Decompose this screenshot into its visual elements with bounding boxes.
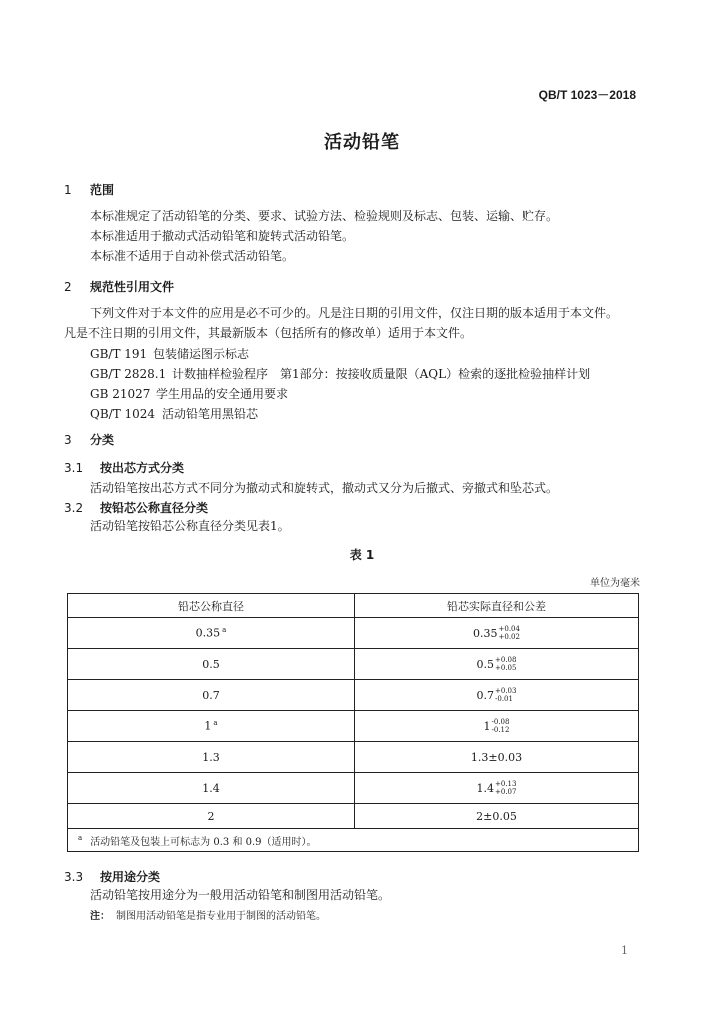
section-3-2-heading bbox=[64, 499, 208, 516]
tolerance-upper: +0.08 bbox=[495, 656, 517, 664]
section-number: 3.3 bbox=[64, 870, 84, 884]
standard-number: QB/T 1023－2018 bbox=[538, 88, 636, 102]
reference-code: GB/T 191 bbox=[90, 347, 148, 361]
section-number: 3 bbox=[64, 433, 72, 447]
page-number: 1 bbox=[621, 944, 628, 957]
note-label: 注： bbox=[90, 911, 110, 922]
table-row bbox=[68, 618, 639, 649]
section-3-2-text: 活动铅笔按铅芯公称直径分类见表1。 bbox=[90, 519, 290, 533]
footnote-marker: a bbox=[222, 626, 227, 635]
reference-code: QB/T 1024 bbox=[90, 407, 156, 421]
section-3-1-heading bbox=[64, 459, 184, 476]
table-footnote bbox=[68, 829, 639, 852]
actual-cell bbox=[355, 742, 639, 773]
tolerance-upper: -0.08 bbox=[491, 718, 510, 726]
section-title: 分类 bbox=[90, 433, 115, 447]
paragraph: 本标准规定了活动铅笔的分类、要求、试验方法、检验规则及标志、包装、运输、贮存。 bbox=[90, 209, 559, 223]
nominal-value: 0.7 bbox=[202, 688, 220, 702]
reference-item bbox=[90, 344, 590, 364]
reference-item bbox=[90, 384, 590, 404]
nominal-value: 2 bbox=[207, 809, 215, 823]
table-row bbox=[68, 680, 639, 711]
nominal-cell bbox=[68, 773, 355, 804]
paragraph: 本标准适用于撤动式活动铅笔和旋转式活动铅笔。 bbox=[90, 229, 355, 243]
actual-value: 0.5 bbox=[476, 657, 495, 671]
actual-value: 1.4 bbox=[476, 781, 495, 795]
actual-cell bbox=[355, 649, 639, 680]
section-2-intro-line-2: 凡是不注日期的引用文件，其最新版本（包括所有的修改单）适用于本文件。 bbox=[64, 326, 473, 340]
section-3-3-text: 活动铅笔按用途分为一般用活动铅笔和制图用活动铅笔。 bbox=[90, 888, 391, 902]
nominal-cell bbox=[68, 680, 355, 711]
section-2-intro-line-1: 下列文件对于本文件的应用是必不可少的。凡是注日期的引用文件，仅注日期的版本适用于本文件。 bbox=[90, 306, 619, 320]
actual-cell bbox=[355, 711, 639, 742]
table-header-row bbox=[68, 594, 639, 618]
section-number: 3.2 bbox=[64, 501, 84, 515]
actual-value: 1.3±0.03 bbox=[470, 750, 523, 764]
actual-value: 1 bbox=[483, 719, 491, 733]
column-header: 铅芯实际直径和公差 bbox=[355, 594, 639, 618]
section-1-body bbox=[90, 206, 558, 266]
table-1 bbox=[67, 593, 639, 852]
actual-cell bbox=[355, 804, 639, 829]
footnote-marker: a bbox=[78, 834, 83, 843]
nominal-cell bbox=[68, 742, 355, 773]
reference-item bbox=[90, 404, 590, 424]
tolerance-lower: +0.02 bbox=[498, 633, 520, 641]
section-1-heading bbox=[64, 181, 114, 198]
table-row bbox=[68, 742, 639, 773]
section-3-3-heading bbox=[64, 868, 160, 885]
table-row bbox=[68, 773, 639, 804]
table-row bbox=[68, 649, 639, 680]
nominal-value: 0.35 bbox=[195, 626, 221, 640]
tolerance-lower: -0.12 bbox=[491, 726, 510, 734]
reference-name: 活动铅笔用黑铅芯 bbox=[162, 407, 259, 421]
reference-name: 学生用品的安全通用要求 bbox=[156, 387, 289, 401]
tolerance-lower: +0.07 bbox=[495, 788, 517, 796]
section-3-heading bbox=[64, 431, 114, 448]
tolerance-lower: -0.01 bbox=[495, 695, 513, 703]
nominal-cell bbox=[68, 649, 355, 680]
column-header: 铅芯公称直径 bbox=[68, 594, 355, 618]
actual-cell bbox=[355, 773, 639, 804]
table-row bbox=[68, 711, 639, 742]
reference-name: 包装储运图示标志 bbox=[153, 347, 250, 361]
reference-name: 计数抽样检验程序 第1部分：按接收质量限（AQL）检索的逐批检验抽样计划 bbox=[172, 367, 591, 381]
nominal-value: 1.3 bbox=[202, 750, 220, 764]
tolerance-upper: +0.03 bbox=[495, 687, 517, 695]
reference-code: GB/T 2828.1 bbox=[90, 367, 167, 381]
section-number: 3.1 bbox=[64, 461, 84, 475]
nominal-cell bbox=[68, 711, 355, 742]
table-row bbox=[68, 804, 639, 829]
nominal-cell bbox=[68, 618, 355, 649]
section-title: 范围 bbox=[90, 183, 115, 197]
nominal-value: 1.4 bbox=[202, 781, 220, 795]
section-title: 按用途分类 bbox=[100, 870, 161, 884]
tolerance-lower: +0.05 bbox=[495, 664, 517, 672]
section-number: 2 bbox=[64, 280, 72, 294]
section-2-heading bbox=[64, 278, 174, 295]
table-footnote-row bbox=[68, 829, 639, 852]
actual-cell bbox=[355, 618, 639, 649]
tolerance-upper: +0.13 bbox=[495, 780, 517, 788]
table-unit: 单位为毫米 bbox=[590, 578, 640, 589]
footnote-marker: a bbox=[213, 719, 218, 728]
actual-value: 0.7 bbox=[476, 688, 495, 702]
table-caption: 表 1 bbox=[349, 548, 375, 562]
nominal-value: 1 bbox=[204, 719, 212, 733]
note bbox=[90, 907, 326, 922]
actual-value: 0.35 bbox=[473, 626, 498, 640]
nominal-value: 0.5 bbox=[202, 657, 220, 671]
reference-code: GB 21027 bbox=[90, 387, 151, 401]
section-3-1-text: 活动铅笔按出芯方式不同分为撤动式和旋转式，撤动式又分为后撤式、旁撤式和坠芯式。 bbox=[90, 481, 559, 495]
note-text: 制图用活动铅笔是指专业用于制图的活动铅笔。 bbox=[116, 911, 326, 922]
actual-value: 2±0.05 bbox=[476, 809, 517, 823]
section-title: 规范性引用文件 bbox=[90, 280, 175, 294]
footnote-text: 活动铅笔及包装上可标志为 0.3 和 0.9（适用时）。 bbox=[90, 836, 317, 848]
paragraph: 本标准不适用于自动补偿式活动铅笔。 bbox=[90, 249, 295, 263]
reference-item bbox=[90, 364, 590, 384]
actual-cell bbox=[355, 680, 639, 711]
section-number: 1 bbox=[64, 183, 72, 197]
section-title: 按出芯方式分类 bbox=[100, 461, 185, 475]
tolerance-upper: +0.04 bbox=[498, 625, 520, 633]
section-title: 按铅芯公称直径分类 bbox=[100, 501, 209, 515]
reference-list bbox=[90, 344, 590, 424]
document-title: 活动铅笔 bbox=[324, 132, 400, 153]
nominal-cell bbox=[68, 804, 355, 829]
